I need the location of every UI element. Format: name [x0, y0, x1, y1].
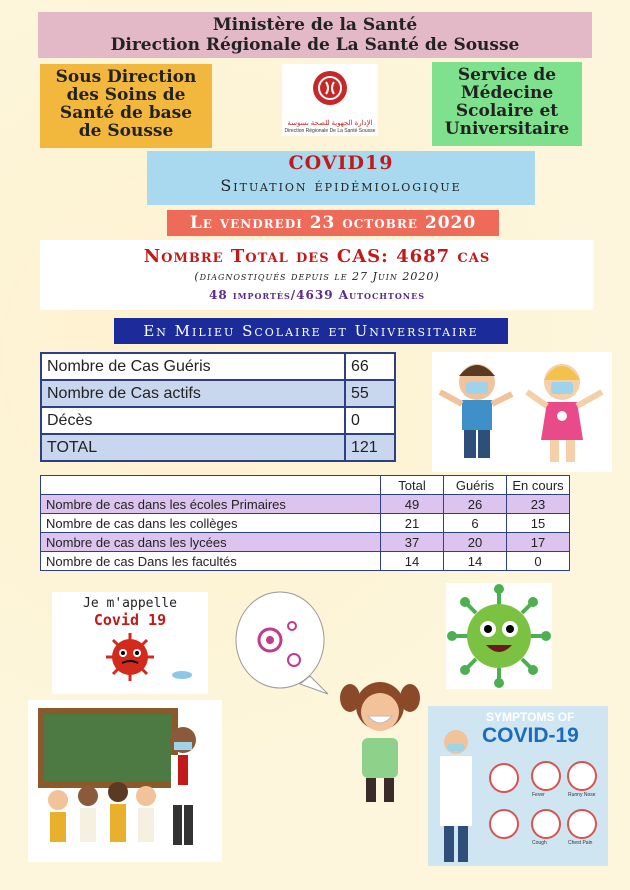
- header-cell: [41, 476, 381, 495]
- cell-total: 49: [381, 495, 444, 514]
- je-mappelle-text: Je m'appelle: [83, 596, 177, 611]
- table-row: [41, 552, 570, 571]
- cell-gueris: 6: [444, 514, 507, 533]
- cell-label: Nombre de cas dans les collèges: [41, 514, 381, 533]
- table-row: [41, 514, 570, 533]
- cell-label: Nombre de cas Dans les facultés: [41, 552, 381, 571]
- cell-total: 14: [381, 552, 444, 571]
- cell-value: 66: [345, 353, 395, 380]
- left-line: Santé de base: [59, 103, 193, 123]
- cell-label: Décès: [41, 407, 345, 434]
- table-row: [41, 380, 395, 407]
- symptoms-covid-title: COVID-19: [482, 724, 579, 747]
- symptoms-poster: [428, 706, 608, 866]
- left-line: de Sousse: [78, 121, 174, 141]
- sous-direction-box: [40, 64, 212, 148]
- right-line: Médecine: [460, 83, 554, 103]
- cell-value: 55: [345, 380, 395, 407]
- classroom-illustration: [28, 700, 222, 862]
- medecine-scolaire-box: [432, 62, 582, 146]
- summary-table: [40, 352, 396, 462]
- logo-caption-fr: Direction Régionale De La Santé Sousse: [284, 128, 376, 134]
- right-line: Service de: [457, 65, 557, 85]
- cell-en-cours: 17: [507, 533, 570, 552]
- report-date: Le vendredi 23 octobre 2020: [167, 210, 499, 236]
- covid-title: COVID19: [288, 152, 394, 174]
- header-cell: Guéris: [444, 476, 507, 495]
- direction-line: Direction Régionale de La Santé de Sousse: [110, 35, 520, 55]
- symptom-label: Fever: [532, 792, 545, 798]
- symptom-label: Chest Pain: [568, 840, 593, 846]
- cell-label: TOTAL: [41, 434, 345, 461]
- speech-bubble-virus: [232, 588, 332, 698]
- header-cell: En cours: [507, 476, 570, 495]
- cell-en-cours: 23: [507, 495, 570, 514]
- detail-table: [40, 475, 570, 571]
- left-line: Sous Direction: [55, 67, 197, 87]
- cell-gueris: 26: [444, 495, 507, 514]
- cell-gueris: 14: [444, 552, 507, 571]
- symptom-label: Runny Nose: [568, 792, 596, 798]
- table-row: [41, 533, 570, 552]
- logo-emblem-icon: [282, 64, 378, 114]
- cell-label: Nombre de cas dans les écoles Primaires: [41, 495, 381, 514]
- ministry-line: Ministère de la Santé: [212, 15, 418, 35]
- table-row: [41, 495, 570, 514]
- speech-bubble-icon: [232, 588, 332, 698]
- covid-subtitle: Situation épidémiologique: [220, 176, 462, 195]
- green-virus-icon: [446, 583, 552, 689]
- cell-label: Nombre de cas dans les lycées: [41, 533, 381, 552]
- covid-banner: [147, 151, 535, 205]
- cell-label: Nombre de Cas Guéris: [41, 353, 345, 380]
- girl-icon: [336, 666, 424, 806]
- table-header-row: [41, 476, 570, 495]
- symptom-label: Cough: [532, 840, 547, 846]
- total-cases-box: [40, 240, 594, 310]
- cell-en-cours: 0: [507, 552, 570, 571]
- cell-value: 0: [345, 407, 395, 434]
- ministry-header: [38, 12, 592, 58]
- left-line: des Soins de: [66, 85, 186, 105]
- cell-gueris: 20: [444, 533, 507, 552]
- classroom-icon: [28, 700, 222, 862]
- logo: [282, 64, 378, 136]
- header-cell: Total: [381, 476, 444, 495]
- imported-autochthonous: 48 importés/4639 Autochtones: [209, 288, 425, 302]
- table-row: [41, 353, 395, 380]
- je-mappelle-covid-card: [52, 592, 208, 694]
- covid19-name: Covid 19: [93, 611, 167, 629]
- cell-total: 21: [381, 514, 444, 533]
- cell-en-cours: 15: [507, 514, 570, 533]
- total-cases: Nombre Total des CAS: 4687 cas: [143, 246, 491, 267]
- logo-caption-ar: الإدارة الجهوية للصحة بسوسة: [287, 120, 373, 127]
- kids-masks-illustration: [432, 352, 612, 472]
- girl-mask-illustration: [336, 666, 424, 806]
- right-line: Scolaire et: [455, 101, 559, 121]
- diagnosed-since: (diagnostiqués depuis le 27 Juin 2020): [194, 270, 440, 283]
- symptoms-title: SYMPTOMS OF: [486, 710, 575, 724]
- cell-total: 37: [381, 533, 444, 552]
- table-row: [41, 407, 395, 434]
- right-line: Universitaire: [444, 119, 570, 139]
- table-row: [41, 434, 395, 461]
- kids-icon: [432, 352, 612, 472]
- virus-character-icon: [52, 629, 208, 685]
- cell-label: Nombre de Cas actifs: [41, 380, 345, 407]
- cell-value: 121: [345, 434, 395, 461]
- green-virus-illustration: [446, 583, 552, 689]
- section-title: En Milieu Scolaire et Universitaire: [114, 318, 508, 344]
